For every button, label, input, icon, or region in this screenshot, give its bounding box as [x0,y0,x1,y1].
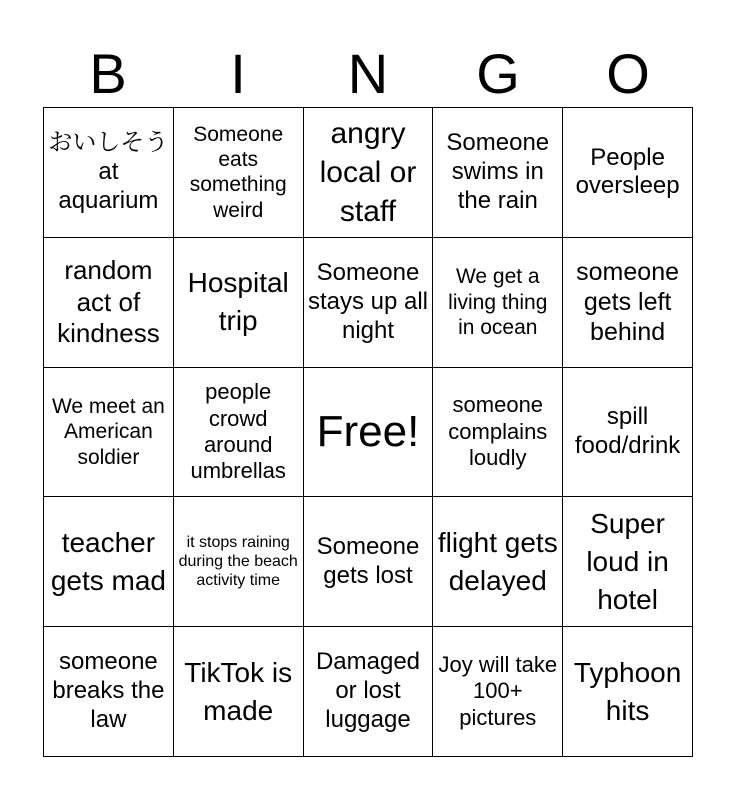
bingo-cell[interactable]: random act of kindness [44,238,174,368]
bingo-cell[interactable]: teacher gets mad [44,497,174,627]
bingo-cell[interactable]: someone complains loudly [433,368,563,498]
bingo-cell[interactable]: Typhoon hits [563,627,693,757]
bingo-cell[interactable]: Damaged or lost luggage [304,627,434,757]
header-letter-b: B [89,42,127,105]
bingo-cell[interactable]: We get a living thing in ocean [433,238,563,368]
bingo-cell[interactable]: おいしそう at aquarium [44,108,174,238]
bingo-cell[interactable]: someone gets left behind [563,238,693,368]
header-letter-g: G [476,42,520,105]
bingo-cell[interactable]: Joy will take 100+ pictures [433,627,563,757]
bingo-cell[interactable]: angry local or staff [304,108,434,238]
bingo-cell[interactable]: Someone stays up all night [304,238,434,368]
bingo-cell[interactable]: people crowd around umbrellas [174,368,304,498]
header-letter-o: O [606,42,650,105]
bingo-cell[interactable]: Super loud in hotel [563,497,693,627]
bingo-cell[interactable]: Someone gets lost [304,497,434,627]
bingo-cell[interactable]: Someone eats something weird [174,108,304,238]
bingo-cell[interactable]: it stops raining during the beach activity time [174,497,304,627]
bingo-header [43,40,693,108]
header-letter-n: N [347,42,389,105]
bingo-cell[interactable]: TikTok is made [174,627,304,757]
bingo-grid [43,107,693,757]
bingo-cell[interactable]: Hospital trip [174,238,304,368]
bingo-cell[interactable]: Someone swims in the rain [433,108,563,238]
bingo-cell[interactable]: People oversleep [563,108,693,238]
bingo-cell[interactable]: We meet an American soldier [44,368,174,498]
bingo-cell[interactable]: someone breaks the law [44,627,174,757]
header-letter-i: I [230,42,246,105]
free-space[interactable]: Free! [304,368,434,498]
bingo-cell[interactable]: flight gets delayed [433,497,563,627]
bingo-cell[interactable]: spill food/drink [563,368,693,498]
